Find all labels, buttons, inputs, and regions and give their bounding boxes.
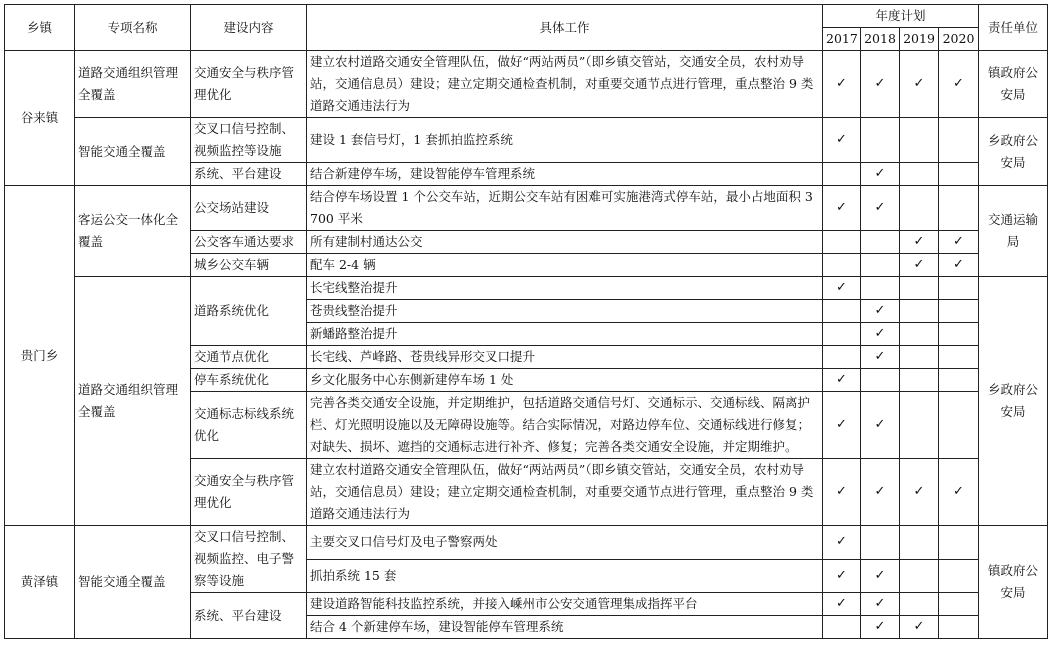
year-check	[900, 346, 939, 369]
content-cell: 公交场站建设	[191, 186, 307, 231]
year-check: ✓	[823, 51, 861, 118]
work-cell: 建设 1 套信号灯，1 套抓拍监控系统	[307, 118, 823, 163]
work-cell: 所有建制村通达公交	[307, 231, 823, 254]
year-check: ✓	[823, 559, 861, 593]
responsible-cell: 交通运输局	[979, 186, 1048, 277]
year-check: ✓	[900, 459, 939, 526]
year-check: ✓	[861, 459, 900, 526]
table-row	[5, 277, 1048, 300]
year-check	[823, 163, 861, 186]
header-town: 乡镇	[5, 5, 75, 51]
year-check: ✓	[900, 616, 939, 639]
year-check: ✓	[861, 51, 900, 118]
work-cell: 建设道路智能科技监控系统，并接入嵊州市公安交通管理集成指挥平台	[307, 593, 823, 616]
table-row	[5, 51, 1048, 118]
work-cell: 乡文化服务中心东侧新建停车场 1 处	[307, 369, 823, 392]
year-check: ✓	[861, 300, 900, 323]
table-row	[5, 118, 1048, 163]
project-cell: 智能交通全覆盖	[75, 526, 191, 639]
year-check: ✓	[900, 254, 939, 277]
town-cell: 黄泽镇	[5, 526, 75, 639]
year-check: ✓	[939, 254, 979, 277]
year-check	[939, 163, 979, 186]
year-check: ✓	[823, 118, 861, 163]
year-check: ✓	[939, 459, 979, 526]
year-check	[939, 526, 979, 560]
header-year-2018: 2018	[861, 28, 900, 51]
year-check: ✓	[861, 559, 900, 593]
responsible-cell: 乡政府公安局	[979, 118, 1048, 186]
year-check	[939, 277, 979, 300]
year-check: ✓	[823, 526, 861, 560]
year-check	[823, 254, 861, 277]
year-check: ✓	[823, 392, 861, 459]
year-check	[861, 369, 900, 392]
table-row	[5, 186, 1048, 231]
header-year-2020: 2020	[939, 28, 979, 51]
year-check	[861, 277, 900, 300]
content-cell: 系统、平台建设	[191, 593, 307, 639]
year-check: ✓	[861, 616, 900, 639]
year-check	[900, 593, 939, 616]
work-cell: 结合 4 个新建停车场，建设智能停车管理系统	[307, 616, 823, 639]
work-cell: 主要交叉口信号灯及电子警察两处	[307, 526, 823, 560]
work-cell: 配车 2-4 辆	[307, 254, 823, 277]
year-check	[861, 231, 900, 254]
responsible-cell: 镇政府公安局	[979, 526, 1048, 639]
year-check	[939, 616, 979, 639]
year-check	[939, 323, 979, 346]
year-check: ✓	[823, 369, 861, 392]
year-check: ✓	[939, 231, 979, 254]
year-check: ✓	[861, 346, 900, 369]
content-cell: 公交客车通达要求	[191, 231, 307, 254]
year-check	[900, 186, 939, 231]
work-cell: 苍贵线整治提升	[307, 300, 823, 323]
work-cell: 建立农村道路交通安全管理队伍，做好“两站两员”（即乡镇交管站，交通安全员，农村劝导站，交通信息员）建设；建立定期交通检查机制，对重要交通节点进行管理，重点整治 9 类道路交通违法行为	[307, 459, 823, 526]
work-cell: 新蟠路整治提升	[307, 323, 823, 346]
content-cell: 交叉口信号控制、视频监控等设施	[191, 118, 307, 163]
year-check: ✓	[900, 231, 939, 254]
plan-table	[4, 4, 1048, 639]
town-cell: 谷来镇	[5, 51, 75, 186]
table-row	[5, 526, 1048, 560]
year-check: ✓	[900, 51, 939, 118]
year-check	[939, 186, 979, 231]
year-check: ✓	[939, 51, 979, 118]
content-cell: 系统、平台建设	[191, 163, 307, 186]
header-year-2017: 2017	[823, 28, 861, 51]
year-check	[861, 118, 900, 163]
content-cell: 交通安全与秩序管理优化	[191, 51, 307, 118]
content-cell: 城乡公交车辆	[191, 254, 307, 277]
year-check	[823, 616, 861, 639]
work-cell: 长宅线、芦峰路、苍贵线异形交叉口提升	[307, 346, 823, 369]
header-project: 专项名称	[75, 5, 191, 51]
header-annual-plan: 年度计划	[823, 5, 979, 28]
header-responsible: 责任单位	[979, 5, 1048, 51]
year-check: ✓	[861, 163, 900, 186]
project-cell: 智能交通全覆盖	[75, 118, 191, 186]
work-cell: 结合新建停车场，建设智能停车管理系统	[307, 163, 823, 186]
year-check: ✓	[861, 593, 900, 616]
content-cell: 交通标志标线系统优化	[191, 392, 307, 459]
year-check	[900, 369, 939, 392]
year-check	[939, 300, 979, 323]
content-cell: 交叉口信号控制、视频监控、电子警察等设施	[191, 526, 307, 593]
year-check: ✓	[861, 186, 900, 231]
year-check	[900, 163, 939, 186]
project-cell: 客运公交一体化全覆盖	[75, 186, 191, 277]
year-check: ✓	[861, 323, 900, 346]
content-cell: 交通节点优化	[191, 346, 307, 369]
year-check: ✓	[861, 392, 900, 459]
responsible-cell: 镇政府公安局	[979, 51, 1048, 118]
work-cell: 抓拍系统 15 套	[307, 559, 823, 593]
year-check	[861, 254, 900, 277]
year-check	[939, 369, 979, 392]
project-cell: 道路交通组织管理全覆盖	[75, 51, 191, 118]
work-cell: 长宅线整治提升	[307, 277, 823, 300]
project-cell: 道路交通组织管理全覆盖	[75, 277, 191, 526]
year-check	[900, 392, 939, 459]
year-check: ✓	[823, 593, 861, 616]
year-check	[900, 323, 939, 346]
year-check	[900, 277, 939, 300]
header-work: 具体工作	[307, 5, 823, 51]
content-cell: 道路系统优化	[191, 277, 307, 346]
work-cell: 建立农村道路交通安全管理队伍，做好“两站两员”（即乡镇交管站，交通安全员，农村劝导站，交通信息员）建设；建立定期交通检查机制，对重要交通节点进行管理，重点整治 9 类道路交通违法行为	[307, 51, 823, 118]
year-check	[939, 346, 979, 369]
work-cell: 完善各类交通安全设施，并定期维护，包括道路交通信号灯、交通标示、交通标线、隔离护栏、灯光照明设施以及无障碍设施等。结合实际情况，对路边停车位、交通标线进行修复；对缺失、损坏、遮挡的交通标志进行补齐、修复；完善各类交通安全设施，并定期维护。	[307, 392, 823, 459]
year-check	[900, 118, 939, 163]
year-check	[900, 526, 939, 560]
year-check: ✓	[823, 186, 861, 231]
year-check	[939, 593, 979, 616]
header-row	[5, 5, 1048, 28]
year-check	[823, 346, 861, 369]
year-check	[823, 231, 861, 254]
content-cell: 停车系统优化	[191, 369, 307, 392]
header-year-2019: 2019	[900, 28, 939, 51]
year-check: ✓	[823, 459, 861, 526]
responsible-cell: 乡政府公安局	[979, 277, 1048, 526]
year-check	[900, 300, 939, 323]
content-cell: 交通安全与秩序管理优化	[191, 459, 307, 526]
year-check	[823, 300, 861, 323]
year-check	[861, 526, 900, 560]
year-check: ✓	[823, 277, 861, 300]
header-content: 建设内容	[191, 5, 307, 51]
work-cell: 结合停车场设置 1 个公交车站，近期公交车站有困难可实施港湾式停车站，最小占地面积 3700 平米	[307, 186, 823, 231]
year-check	[900, 559, 939, 593]
year-check	[939, 392, 979, 459]
year-check	[939, 559, 979, 593]
year-check	[823, 323, 861, 346]
year-check	[939, 118, 979, 163]
town-cell: 贵门乡	[5, 186, 75, 526]
